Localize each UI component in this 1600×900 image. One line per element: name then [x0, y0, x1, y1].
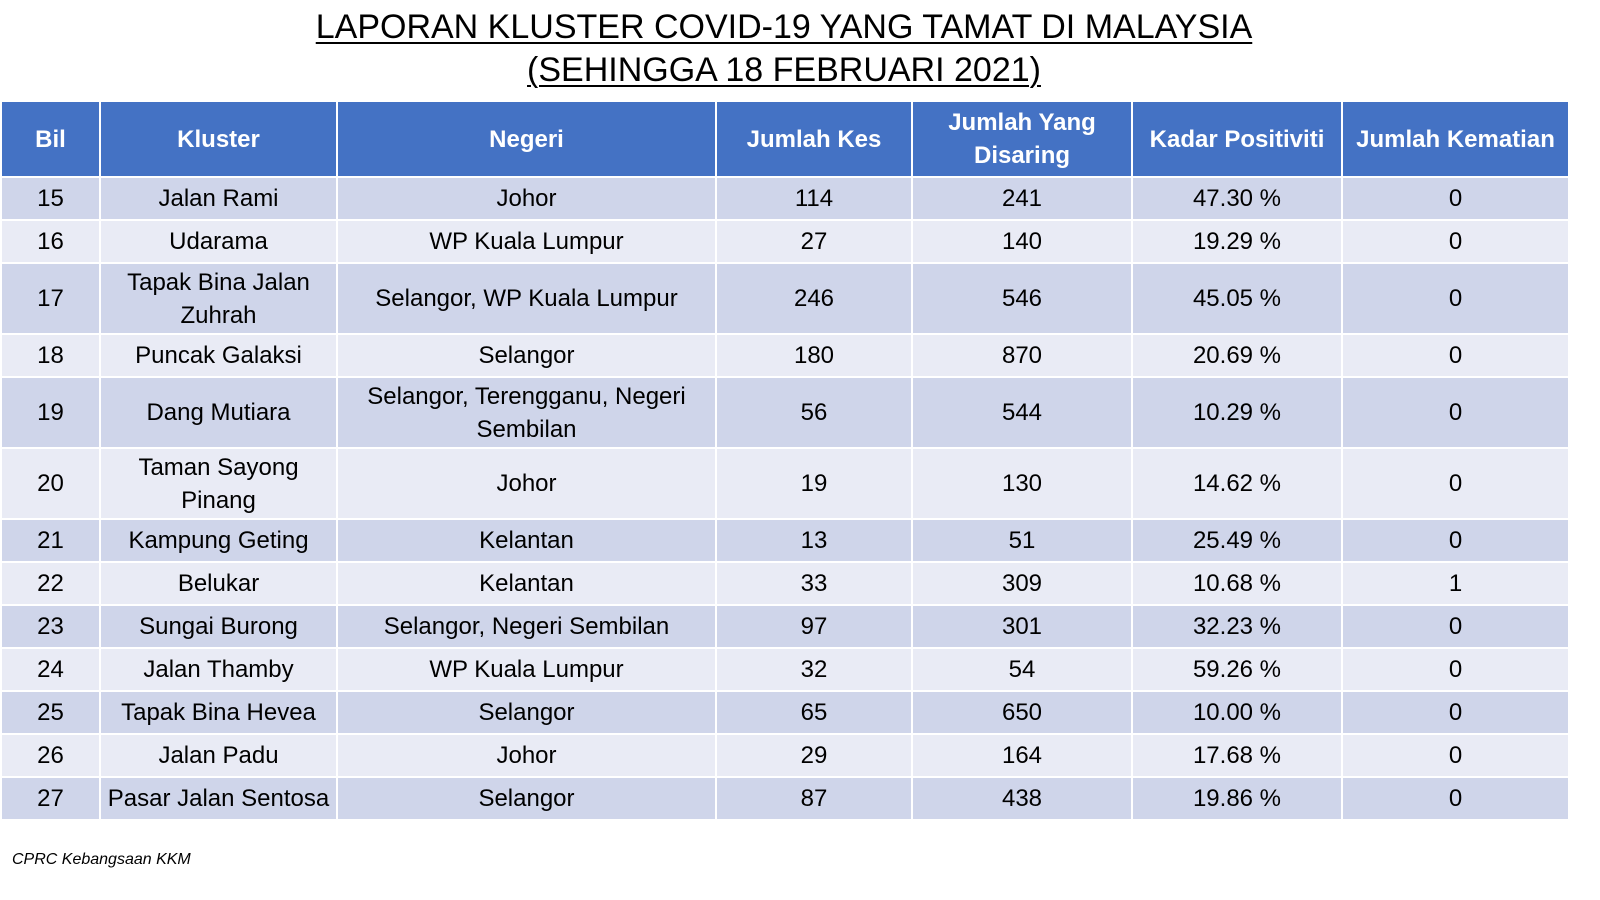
- cell-kadar-positiviti: 19.86 %: [1132, 777, 1342, 820]
- cell-bil: 24: [1, 648, 100, 691]
- cell-negeri: WP Kuala Lumpur: [337, 220, 716, 263]
- header-negeri: Negeri: [337, 101, 716, 177]
- table-row: [1, 220, 1569, 263]
- cell-bil: 15: [1, 177, 100, 220]
- cell-jumlah-disaring: 650: [912, 691, 1132, 734]
- cell-negeri: Selangor: [337, 777, 716, 820]
- cell-kluster: Puncak Galaksi: [100, 334, 337, 377]
- table-row: [1, 734, 1569, 777]
- cell-negeri: WP Kuala Lumpur: [337, 648, 716, 691]
- table-row: [1, 519, 1569, 562]
- cell-jumlah-kematian: 0: [1342, 777, 1569, 820]
- cell-kadar-positiviti: 14.62 %: [1132, 448, 1342, 519]
- cell-jumlah-disaring: 51: [912, 519, 1132, 562]
- cell-jumlah-disaring: 544: [912, 377, 1132, 448]
- cell-jumlah-kes: 32: [716, 648, 912, 691]
- cell-jumlah-kes: 87: [716, 777, 912, 820]
- cell-negeri: Kelantan: [337, 519, 716, 562]
- header-jumlah-kematian: Jumlah Kematian: [1342, 101, 1569, 177]
- table-row: [1, 377, 1569, 448]
- header-kluster: Kluster: [100, 101, 337, 177]
- cell-bil: 22: [1, 562, 100, 605]
- cell-bil: 27: [1, 777, 100, 820]
- cell-bil: 21: [1, 519, 100, 562]
- cell-jumlah-kematian: 0: [1342, 448, 1569, 519]
- report-title-main: LAPORAN KLUSTER COVID-19 YANG TAMAT DI MALAYSIA: [315, 8, 1253, 46]
- cell-kluster: Taman Sayong Pinang: [100, 448, 337, 519]
- cell-negeri: Selangor, Terengganu, Negeri Sembilan: [337, 377, 716, 448]
- cell-kadar-positiviti: 10.29 %: [1132, 377, 1342, 448]
- cell-negeri: Kelantan: [337, 562, 716, 605]
- cell-jumlah-disaring: 546: [912, 263, 1132, 334]
- cell-jumlah-kematian: 0: [1342, 263, 1569, 334]
- cluster-table: [0, 100, 1570, 821]
- table-row: [1, 648, 1569, 691]
- cell-jumlah-kes: 29: [716, 734, 912, 777]
- cell-kluster: Tapak Bina Jalan Zuhrah: [100, 263, 337, 334]
- cell-jumlah-disaring: 241: [912, 177, 1132, 220]
- header-jumlah-kes: Jumlah Kes: [716, 101, 912, 177]
- cell-kluster: Jalan Thamby: [100, 648, 337, 691]
- cell-jumlah-disaring: 870: [912, 334, 1132, 377]
- cell-kadar-positiviti: 32.23 %: [1132, 605, 1342, 648]
- cell-jumlah-kes: 19: [716, 448, 912, 519]
- cell-jumlah-disaring: 438: [912, 777, 1132, 820]
- cell-jumlah-kematian: 0: [1342, 377, 1569, 448]
- cell-jumlah-kematian: 0: [1342, 605, 1569, 648]
- table-row: [1, 263, 1569, 334]
- cell-kadar-positiviti: 10.68 %: [1132, 562, 1342, 605]
- cell-kadar-positiviti: 59.26 %: [1132, 648, 1342, 691]
- cell-jumlah-kes: 27: [716, 220, 912, 263]
- cell-negeri: Johor: [337, 177, 716, 220]
- table-row: [1, 562, 1569, 605]
- report-title-date: (SEHINGGA 18 FEBRUARI 2021): [527, 51, 1041, 89]
- cell-bil: 16: [1, 220, 100, 263]
- cell-kadar-positiviti: 17.68 %: [1132, 734, 1342, 777]
- cell-bil: 25: [1, 691, 100, 734]
- cell-jumlah-kes: 33: [716, 562, 912, 605]
- cell-jumlah-kematian: 0: [1342, 519, 1569, 562]
- cell-jumlah-kematian: 0: [1342, 177, 1569, 220]
- cell-jumlah-kes: 97: [716, 605, 912, 648]
- cell-kluster: Belukar: [100, 562, 337, 605]
- table-row: [1, 605, 1569, 648]
- cell-kluster: Tapak Bina Hevea: [100, 691, 337, 734]
- cell-jumlah-disaring: 130: [912, 448, 1132, 519]
- cell-kadar-positiviti: 25.49 %: [1132, 519, 1342, 562]
- cell-bil: 18: [1, 334, 100, 377]
- table-row: [1, 691, 1569, 734]
- cell-jumlah-disaring: 301: [912, 605, 1132, 648]
- cell-jumlah-disaring: 164: [912, 734, 1132, 777]
- table-header-row: [1, 101, 1569, 177]
- cell-kadar-positiviti: 20.69 %: [1132, 334, 1342, 377]
- cell-kadar-positiviti: 47.30 %: [1132, 177, 1342, 220]
- header-kadar-positiviti: Kadar Positiviti: [1132, 101, 1342, 177]
- cell-jumlah-kes: 180: [716, 334, 912, 377]
- cell-kluster: Udarama: [100, 220, 337, 263]
- cell-jumlah-kes: 65: [716, 691, 912, 734]
- header-jumlah-disaring: Jumlah Yang Disaring: [912, 101, 1132, 177]
- cell-jumlah-kes: 56: [716, 377, 912, 448]
- cell-jumlah-disaring: 309: [912, 562, 1132, 605]
- cell-bil: 20: [1, 448, 100, 519]
- cell-jumlah-kematian: 0: [1342, 648, 1569, 691]
- cell-negeri: Selangor, Negeri Sembilan: [337, 605, 716, 648]
- cell-jumlah-kes: 13: [716, 519, 912, 562]
- cell-jumlah-disaring: 140: [912, 220, 1132, 263]
- cell-kluster: Dang Mutiara: [100, 377, 337, 448]
- cell-kadar-positiviti: 10.00 %: [1132, 691, 1342, 734]
- cell-kadar-positiviti: 19.29 %: [1132, 220, 1342, 263]
- cell-negeri: Selangor, WP Kuala Lumpur: [337, 263, 716, 334]
- cell-kadar-positiviti: 45.05 %: [1132, 263, 1342, 334]
- cell-kluster: Sungai Burong: [100, 605, 337, 648]
- table-row: [1, 777, 1569, 820]
- header-bil: Bil: [1, 101, 100, 177]
- cell-kluster: Jalan Rami: [100, 177, 337, 220]
- cell-bil: 17: [1, 263, 100, 334]
- cell-jumlah-kematian: 0: [1342, 691, 1569, 734]
- cell-jumlah-disaring: 54: [912, 648, 1132, 691]
- cell-kluster: Pasar Jalan Sentosa: [100, 777, 337, 820]
- cell-jumlah-kes: 114: [716, 177, 912, 220]
- cell-kluster: Kampung Geting: [100, 519, 337, 562]
- table-row: [1, 334, 1569, 377]
- source-note: CPRC Kebangsaan KKM: [12, 851, 191, 868]
- cell-negeri: Johor: [337, 734, 716, 777]
- cell-negeri: Selangor: [337, 334, 716, 377]
- cell-bil: 26: [1, 734, 100, 777]
- cell-negeri: Selangor: [337, 691, 716, 734]
- report-title: [0, 6, 1568, 92]
- table-row: [1, 448, 1569, 519]
- cell-jumlah-kematian: 0: [1342, 220, 1569, 263]
- cell-jumlah-kematian: 0: [1342, 734, 1569, 777]
- cell-jumlah-kes: 246: [716, 263, 912, 334]
- cell-negeri: Johor: [337, 448, 716, 519]
- cell-bil: 19: [1, 377, 100, 448]
- cell-jumlah-kematian: 0: [1342, 334, 1569, 377]
- table-row: [1, 177, 1569, 220]
- cell-jumlah-kematian: 1: [1342, 562, 1569, 605]
- cell-bil: 23: [1, 605, 100, 648]
- cell-kluster: Jalan Padu: [100, 734, 337, 777]
